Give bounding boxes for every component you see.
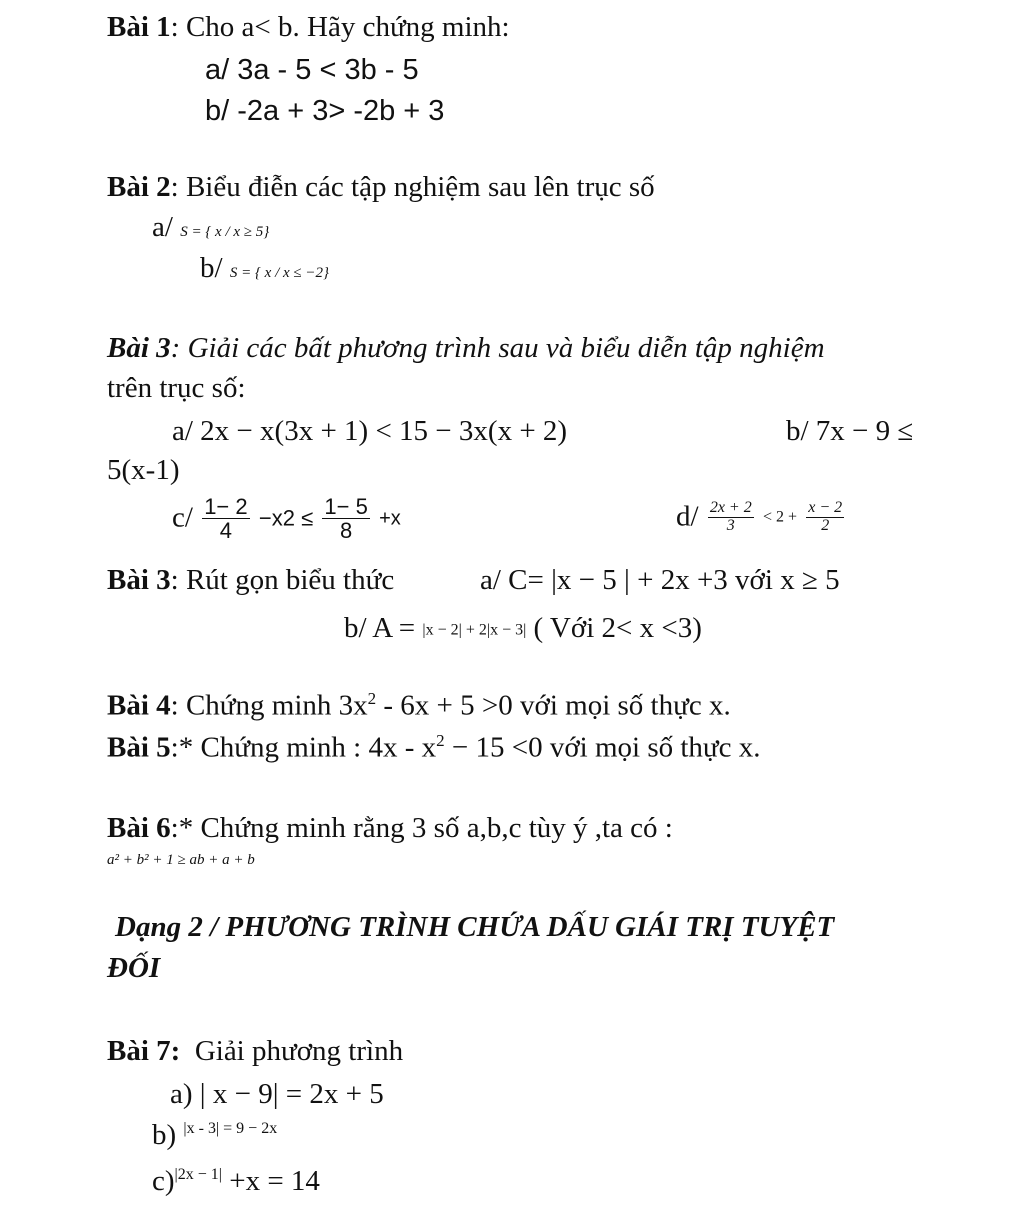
bai3-heading <box>107 333 825 365</box>
bai3-c-f1-num: 1− 2 <box>204 494 248 519</box>
bai2-heading <box>107 172 655 204</box>
bai6-formula: a² + b² + 1 ≥ ab + a + b <box>107 852 255 868</box>
bai5-label: Bài 5 <box>107 731 171 764</box>
dang2-title-line1: Dạng 2 / PHƯƠNG TRÌNH CHỨA DẤU GIÁI TRỊ TUYỆT <box>115 911 835 943</box>
bai3-d <box>676 500 846 535</box>
bai3-c-fraction-1 <box>202 495 249 542</box>
bai3-label: Bài 3 <box>107 332 171 364</box>
bai3-a: a/ 2x − x(3x + 1) < 15 − 3x(x + 2) <box>172 415 568 447</box>
bai3-d-f1-num: 2x + 2 <box>709 499 752 517</box>
bai4 <box>107 690 731 723</box>
bai4-sup: 2 <box>367 689 377 708</box>
bai5 <box>107 732 761 765</box>
bai3-title2: trên trục số: <box>107 372 246 404</box>
bai6-text: :* Chứng minh rằng 3 số a,b,c tùy ý ,ta có : <box>170 812 673 844</box>
bai3-b-cont: 5(x-1) <box>107 454 180 486</box>
bai3-d-prefix: d/ <box>676 500 699 533</box>
bai3b-heading <box>107 565 394 597</box>
bai1-a: a/ 3a - 5 < 3b - 5 <box>205 54 419 86</box>
bai4-label: Bài 4 <box>107 689 171 722</box>
bai7-label: Bài 7: <box>107 1035 181 1067</box>
bai5-sup: 2 <box>436 731 445 750</box>
bai3-d-f1-den: 3 <box>726 516 735 534</box>
bai3b-title: : Rút gọn biểu thức <box>170 564 395 596</box>
bai3b-label: Bài 3 <box>107 564 171 596</box>
bai5-text-post: − 15 <0 với mọi số thực x. <box>444 731 761 764</box>
bai7-heading <box>107 1036 403 1068</box>
bai7-b-expr: |x - 3| = 9 − 2x <box>183 1120 278 1137</box>
bai3-d-fraction-2 <box>806 500 844 535</box>
bai3b-b-pre: b/ A = <box>344 612 416 644</box>
bai5-text-pre: :* Chứng minh : 4x - x <box>170 731 437 764</box>
bai3-d-f2-num: x − 2 <box>808 499 843 517</box>
bai7-title: Giải phương trình <box>180 1035 404 1067</box>
bai4-text-pre: : Chứng minh 3x <box>170 689 368 722</box>
bai3-d-mid: < 2 + <box>762 508 798 526</box>
bai3-d-f2-den: 2 <box>821 516 830 534</box>
bai1-heading <box>107 12 510 44</box>
bai6 <box>107 813 673 845</box>
bai7-b-prefix: b) <box>152 1119 177 1151</box>
bai7-b <box>152 1120 277 1152</box>
bai7-c-post: +x = 14 <box>221 1165 320 1197</box>
bai3-c-end: +x <box>379 507 401 530</box>
bai1-title: : Cho a< b. Hãy chứng minh: <box>170 11 510 43</box>
bai3-c-f1-den: 4 <box>219 518 233 544</box>
bai3-d-fraction-1 <box>708 500 754 535</box>
bai2-b <box>200 253 329 285</box>
bai3b-b-expr: |x − 2| + 2|x − 3| <box>422 621 527 639</box>
bai2-a <box>152 212 269 244</box>
bai1-b: b/ -2a + 3> -2b + 3 <box>205 95 445 127</box>
bai3-c-fraction-2 <box>322 495 369 542</box>
bai4-text-post: - 6x + 5 >0 với mọi số thực x. <box>376 689 731 722</box>
bai7-c-expr: |2x − 1| <box>174 1166 222 1183</box>
bai7-a: a) | x − 9| = 2x + 5 <box>170 1078 384 1110</box>
bai7-c-prefix: c) <box>152 1165 175 1197</box>
bai3b-b-post: ( Với 2< x <3) <box>533 612 702 644</box>
bai2-a-prefix: a/ <box>152 211 173 243</box>
bai1-label: Bài 1 <box>107 11 171 43</box>
bai3-c-f2-num: 1− 5 <box>324 494 368 519</box>
bai2-b-set: S = { x / x ≤ −2} <box>229 265 330 281</box>
bai3b-b <box>344 613 702 645</box>
bai2-title: : Biểu điễn các tập nghiệm sau lên trục số <box>170 171 655 203</box>
dang2-title-line2: ĐỐI <box>107 952 161 984</box>
bai3b-a: a/ C= |x − 5 | + 2x +3 với x ≥ 5 <box>480 564 840 596</box>
bai3-c-mid: −x2 ≤ <box>258 505 314 531</box>
bai2-a-set: S = { x / x ≥ 5} <box>180 224 270 240</box>
bai2-label: Bài 2 <box>107 171 171 203</box>
bai3-title: : Giải các bất phương trình sau và biểu diễn tập nghiệm <box>170 332 825 364</box>
bai3-c-prefix: c/ <box>172 501 193 534</box>
bai3-c-f2-den: 8 <box>340 518 353 544</box>
bai7-c <box>152 1166 320 1198</box>
bai6-label: Bài 6 <box>107 812 171 844</box>
bai3-c <box>172 495 401 542</box>
bai2-b-prefix: b/ <box>200 252 223 284</box>
bai3-b: b/ 7x − 9 ≤ <box>786 415 914 447</box>
